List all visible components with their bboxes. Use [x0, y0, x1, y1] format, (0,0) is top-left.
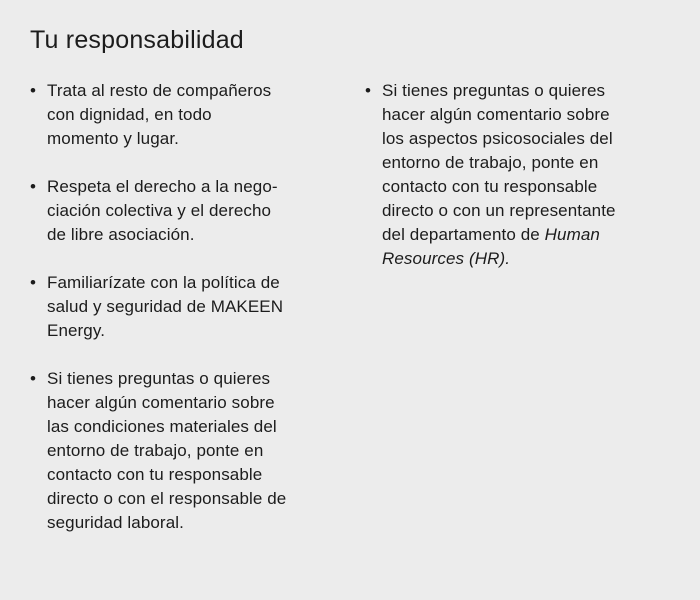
text-line: hacer algún comentario sobre: [47, 393, 275, 412]
text-line: hacer algún comentario sobre: [382, 105, 610, 124]
text-line: [382, 247, 685, 271]
text-line: [382, 223, 685, 247]
bullet-icon: •: [365, 81, 372, 100]
list-item-text: [47, 175, 340, 247]
text-line: entorno de trabajo, ponte en: [382, 153, 599, 172]
text-line: Respeta el derecho a la nego-: [47, 177, 278, 196]
text-line: las condiciones materiales del: [47, 417, 277, 436]
responsibility-list-left: [30, 79, 340, 559]
text-line: directo o con un representante: [382, 201, 616, 220]
text-line: Si tienes preguntas o quieres: [47, 369, 271, 388]
text-line: contacto con tu responsable: [47, 465, 263, 484]
text-line: Familiarízate con la política de: [47, 273, 280, 292]
text-line: Energy.: [47, 321, 106, 340]
text-line: de libre asociación.: [47, 225, 195, 244]
list-item-respect-colleagues: [30, 79, 340, 151]
text-line: directo o con el responsable de: [47, 489, 287, 508]
text-line: Trata al resto de compañeros: [47, 81, 272, 100]
list-item-text: [47, 79, 340, 151]
text-line: salud y seguridad de MAKEEN: [47, 297, 284, 316]
text-line: entorno de trabajo, ponte en: [47, 441, 264, 460]
list-item-health-safety-policy: [30, 271, 340, 343]
text-italic-human: Human: [544, 225, 600, 244]
text-italic-resources: Resources (HR).: [382, 249, 511, 268]
list-item-psychosocial-aspects: [365, 79, 685, 271]
list-item-text: [47, 367, 340, 535]
page-title: Tu responsabilidad: [30, 26, 244, 54]
text-line: con dignidad, en todo: [47, 105, 212, 124]
bullet-icon: •: [30, 177, 37, 196]
text-line: ciación colectiva y el derecho: [47, 201, 272, 220]
text-line: momento y lugar.: [47, 129, 179, 148]
text-line: los aspectos psicosociales del: [382, 129, 613, 148]
responsibility-list-right: [365, 79, 685, 295]
bullet-icon: •: [30, 81, 37, 100]
bullet-icon: •: [30, 273, 37, 292]
text-line: Si tienes preguntas o quieres: [382, 81, 606, 100]
text-line: seguridad laboral.: [47, 513, 184, 532]
list-item-text: [382, 79, 685, 271]
list-item-collective-bargaining: [30, 175, 340, 247]
text-line: contacto con tu responsable: [382, 177, 598, 196]
bullet-icon: •: [30, 369, 37, 388]
text-plain: del departamento de: [382, 225, 545, 244]
list-item-text: [47, 271, 340, 343]
list-item-material-conditions: [30, 367, 340, 535]
